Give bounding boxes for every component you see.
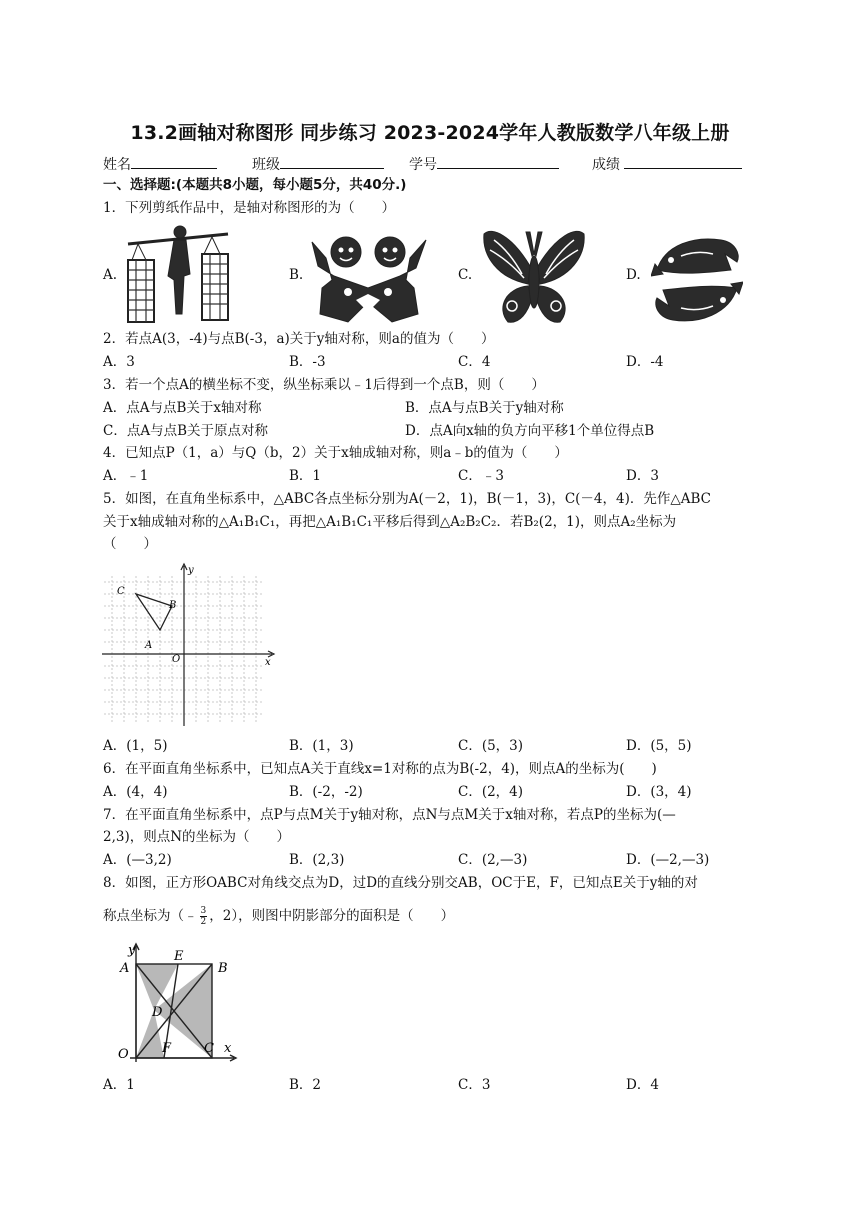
number-blank[interactable]	[437, 154, 559, 169]
q1-option-a-label[interactable]: A.	[103, 267, 118, 283]
label-c: C	[117, 586, 125, 597]
label-e: E	[174, 949, 184, 964]
label-f: F	[162, 1041, 172, 1056]
fraction-denominator: 2	[200, 917, 207, 927]
fish-papercut-image[interactable]	[651, 236, 743, 326]
q7-option-b[interactable]: B．(2,3)	[289, 852, 345, 868]
label-origin: O	[172, 654, 181, 665]
q6-option-c[interactable]: C．(2，4)	[458, 784, 524, 800]
fraction-numerator: 3	[200, 906, 207, 916]
q2-option-d[interactable]: D．-4	[626, 354, 664, 370]
question-4-stem: 4．已知点P（1，a）与Q（b，2）关于x轴成轴对称，则a﹣b的值为（ ）	[103, 445, 568, 461]
q3-option-c[interactable]: C．点A与点B关于原点对称	[103, 423, 268, 439]
fraction-three-halves	[200, 906, 208, 927]
q5-option-c[interactable]: C．(5，3)	[458, 738, 524, 754]
q3-option-a[interactable]: A．点A与点B关于x轴对称	[103, 400, 262, 416]
q3-option-b[interactable]: B．点A与点B关于y轴对称	[405, 400, 564, 416]
score-label: 成绩	[592, 157, 620, 173]
q2-option-b[interactable]: B．-3	[289, 354, 326, 370]
label-x-axis: x	[265, 657, 271, 668]
question-5-stem-line-3: （ ）	[103, 536, 157, 552]
name-field[interactable]	[103, 154, 217, 174]
name-label: 姓名	[103, 157, 131, 173]
question-7-stem-line-1: 7．在平面直角坐标系中，点P与点M关于y轴对称，点N与点M关于x轴对称，若点P的坐标为(—	[103, 807, 676, 823]
class-blank[interactable]	[280, 154, 384, 169]
q4-option-b[interactable]: B．1	[289, 468, 322, 484]
butterfly-papercut-image[interactable]	[482, 226, 586, 326]
label-d: D	[152, 1005, 163, 1020]
q5-option-b[interactable]: B．(1，3)	[289, 738, 354, 754]
question-5-stem-line-1: 5．如图，在直角坐标系中，△ABC各点坐标分别为A(－2，1)，B(－1，3)，C(－4，4)．先作△ABC	[103, 491, 711, 507]
question-8-stem-line-2	[103, 903, 454, 929]
q7-option-c[interactable]: C．(2,—3)	[458, 852, 528, 868]
q5-option-d[interactable]: D．(5，5)	[626, 738, 692, 754]
label-y-axis: y	[188, 565, 194, 576]
q4-option-c[interactable]: C．﹣3	[458, 468, 504, 484]
label-y-axis: y	[128, 943, 136, 958]
label-origin: O	[118, 1047, 129, 1062]
q4-option-a[interactable]: A．﹣1	[103, 468, 149, 484]
q8-option-d[interactable]: D．4	[626, 1077, 659, 1093]
question-1-stem: 1．下列剪纸作品中，是轴对称图形的为（ ）	[103, 200, 396, 216]
name-blank[interactable]	[131, 154, 217, 169]
q6-option-a[interactable]: A．(4，4)	[103, 784, 168, 800]
question-8-stem-line-1: 8．如图，正方形OABC对角线交点为D，过D的直线分别交AB，OC于E，F，已知点E关于y轴的对	[103, 875, 698, 891]
label-a: A	[145, 640, 153, 651]
score-blank[interactable]	[624, 154, 742, 169]
q2-option-a[interactable]: A．3	[103, 354, 135, 370]
q3-option-d[interactable]: D．点A向x轴的负方向平移1个单位得点B	[405, 423, 655, 439]
q1-option-b-label[interactable]: B.	[289, 267, 304, 283]
q2-option-c[interactable]: C．4	[458, 354, 491, 370]
q8-option-a[interactable]: A．1	[103, 1077, 135, 1093]
number-field[interactable]	[409, 154, 559, 174]
coordinate-grid-figure	[100, 562, 280, 730]
q6-option-d[interactable]: D．(3，4)	[626, 784, 692, 800]
label-c: C	[204, 1041, 214, 1056]
q8-option-b[interactable]: B．2	[289, 1077, 322, 1093]
label-a: A	[120, 961, 130, 976]
section-heading: 一、选择题:(本题共8小题，每小题5分，共40分.)	[103, 177, 407, 193]
square-oabc-figure	[114, 940, 246, 1066]
label-b: B	[218, 961, 228, 976]
class-label: 班级	[252, 157, 280, 173]
class-field[interactable]	[252, 154, 384, 174]
page-title: 13.2画轴对称图形 同步练习 2023-2024学年人教版数学八年级上册	[130, 122, 730, 144]
q4-option-d[interactable]: D．3	[626, 468, 659, 484]
question-7-stem-line-2: 2,3)，则点N的坐标为（ ）	[103, 829, 291, 845]
label-b: B	[169, 600, 177, 611]
children-papercut-image[interactable]	[308, 228, 432, 324]
porter-papercut-image[interactable]	[124, 224, 232, 330]
q8-stem-part-1: 称点坐标为（﹣	[103, 908, 198, 924]
q6-option-b[interactable]: B．(-2，-2)	[289, 784, 363, 800]
q1-option-d-label[interactable]: D.	[626, 267, 641, 283]
number-label: 学号	[409, 157, 437, 173]
q7-option-a[interactable]: A．(—3,2)	[103, 852, 172, 868]
triangle-abc	[136, 594, 172, 630]
question-5-stem-line-2: 关于x轴成轴对称的△A₁B₁C₁，再把△A₁B₁C₁平移后得到△A₂B₂C₂．若B₂(2，1)，则点A₂坐标为	[103, 514, 677, 530]
question-6-stem: 6．在平面直角坐标系中，已知点A关于直线x=1对称的点为B(-2，4)，则点A的坐标为( )	[103, 761, 657, 777]
q1-option-c-label[interactable]: C.	[458, 267, 473, 283]
question-2-stem: 2．若点A(3，-4)与点B(-3，a)关于y轴对称，则a的值为（ ）	[103, 331, 495, 347]
q7-option-d[interactable]: D．(—2,—3)	[626, 852, 710, 868]
q8-stem-part-2: ，2），则图中阴影部分的面积是（ ）	[209, 908, 455, 924]
q8-option-c[interactable]: C．3	[458, 1077, 491, 1093]
label-x-axis: x	[224, 1041, 232, 1056]
q5-option-a[interactable]: A．(1，5)	[103, 738, 168, 754]
question-3-stem: 3．若一个点A的横坐标不变，纵坐标乘以﹣1后得到一个点B，则（ ）	[103, 377, 545, 393]
score-field[interactable]	[592, 154, 742, 174]
